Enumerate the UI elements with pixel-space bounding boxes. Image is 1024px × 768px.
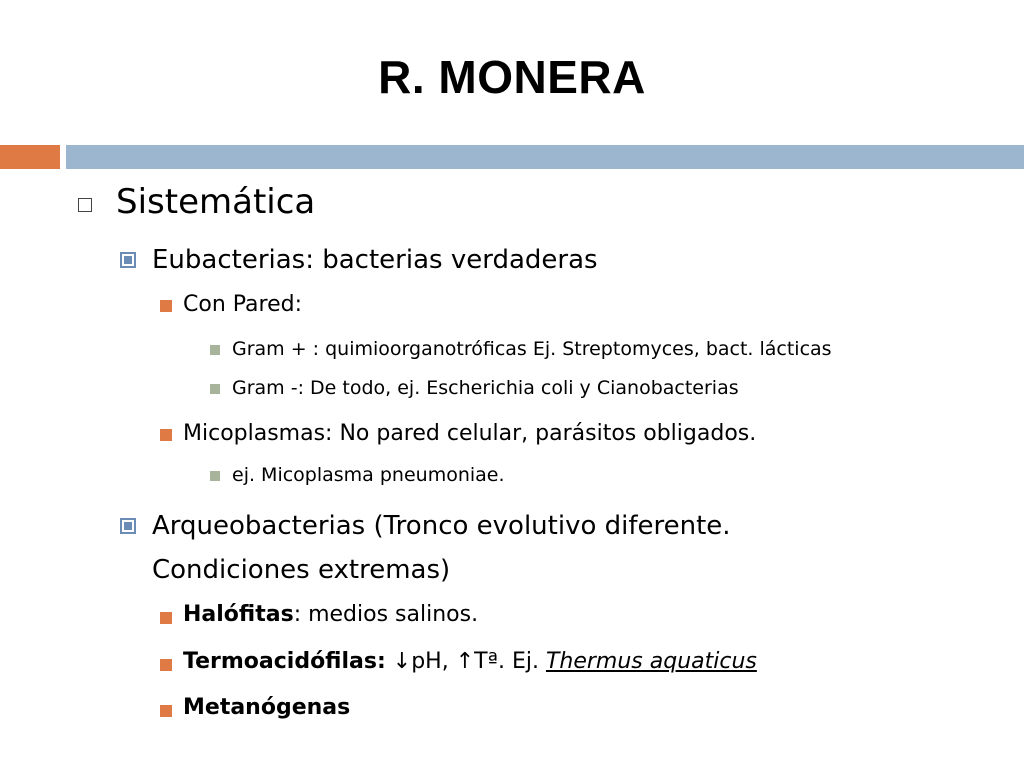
item-metanogenas <box>183 695 350 720</box>
item-micoplasmas: Micoplasmas: No pared celular, parásitos obligados. <box>183 421 757 446</box>
item-arqueobacterias-line1: Arqueobacterias (Tronco evolutivo diferente. <box>152 511 731 541</box>
item-gram-negative: Gram -: De todo, ej. Escherichia coli y Cianobacterias <box>232 377 739 399</box>
bullet-small-square-icon <box>210 345 220 355</box>
bullet-small-square-icon <box>210 384 220 394</box>
bullet-hollow-icon <box>78 198 92 212</box>
bullet-double-square-icon <box>120 518 136 534</box>
bullet-square-icon <box>160 659 172 671</box>
slide-title: R. MONERA <box>378 51 646 103</box>
item-con-pared: Con Pared: <box>183 292 302 317</box>
bullet-square-icon <box>160 705 172 717</box>
bullet-square-icon <box>160 429 172 441</box>
metanogenas-term: Metanógenas <box>183 695 351 720</box>
heading-sistematica: Sistemática <box>116 182 316 222</box>
bullet-double-square-icon <box>120 252 136 268</box>
down-arrow-icon: ↓ <box>392 649 412 674</box>
up-arrow-icon: ↑ <box>455 649 475 674</box>
temperature-text: Tª. Ej. <box>474 649 546 674</box>
title-accent-bar-blue <box>66 145 1024 169</box>
bullet-small-square-icon <box>210 471 220 481</box>
title-accent-bar-orange <box>0 145 60 169</box>
termoacidofilas-term: Termoacidófilas: <box>183 649 386 674</box>
halofitas-term: Halófitas <box>183 602 294 627</box>
halofitas-desc: : medios salinos. <box>293 602 479 627</box>
ph-text: pH, <box>411 649 456 674</box>
item-micoplasma-example: ej. Micoplasma pneumoniae. <box>232 464 505 486</box>
item-termoacidofilas <box>183 649 757 674</box>
item-halofitas <box>183 602 478 627</box>
bullet-square-icon <box>160 612 172 624</box>
item-arqueobacterias-line2: Condiciones extremas) <box>152 555 451 585</box>
bullet-square-icon <box>160 300 172 312</box>
item-eubacterias: Eubacterias: bacterias verdaderas <box>152 245 598 275</box>
item-gram-positive: Gram + : quimioorganotróficas Ej. Streptomyces, bact. lácticas <box>232 338 832 360</box>
species-thermus: Thermus aquaticus <box>545 649 757 674</box>
